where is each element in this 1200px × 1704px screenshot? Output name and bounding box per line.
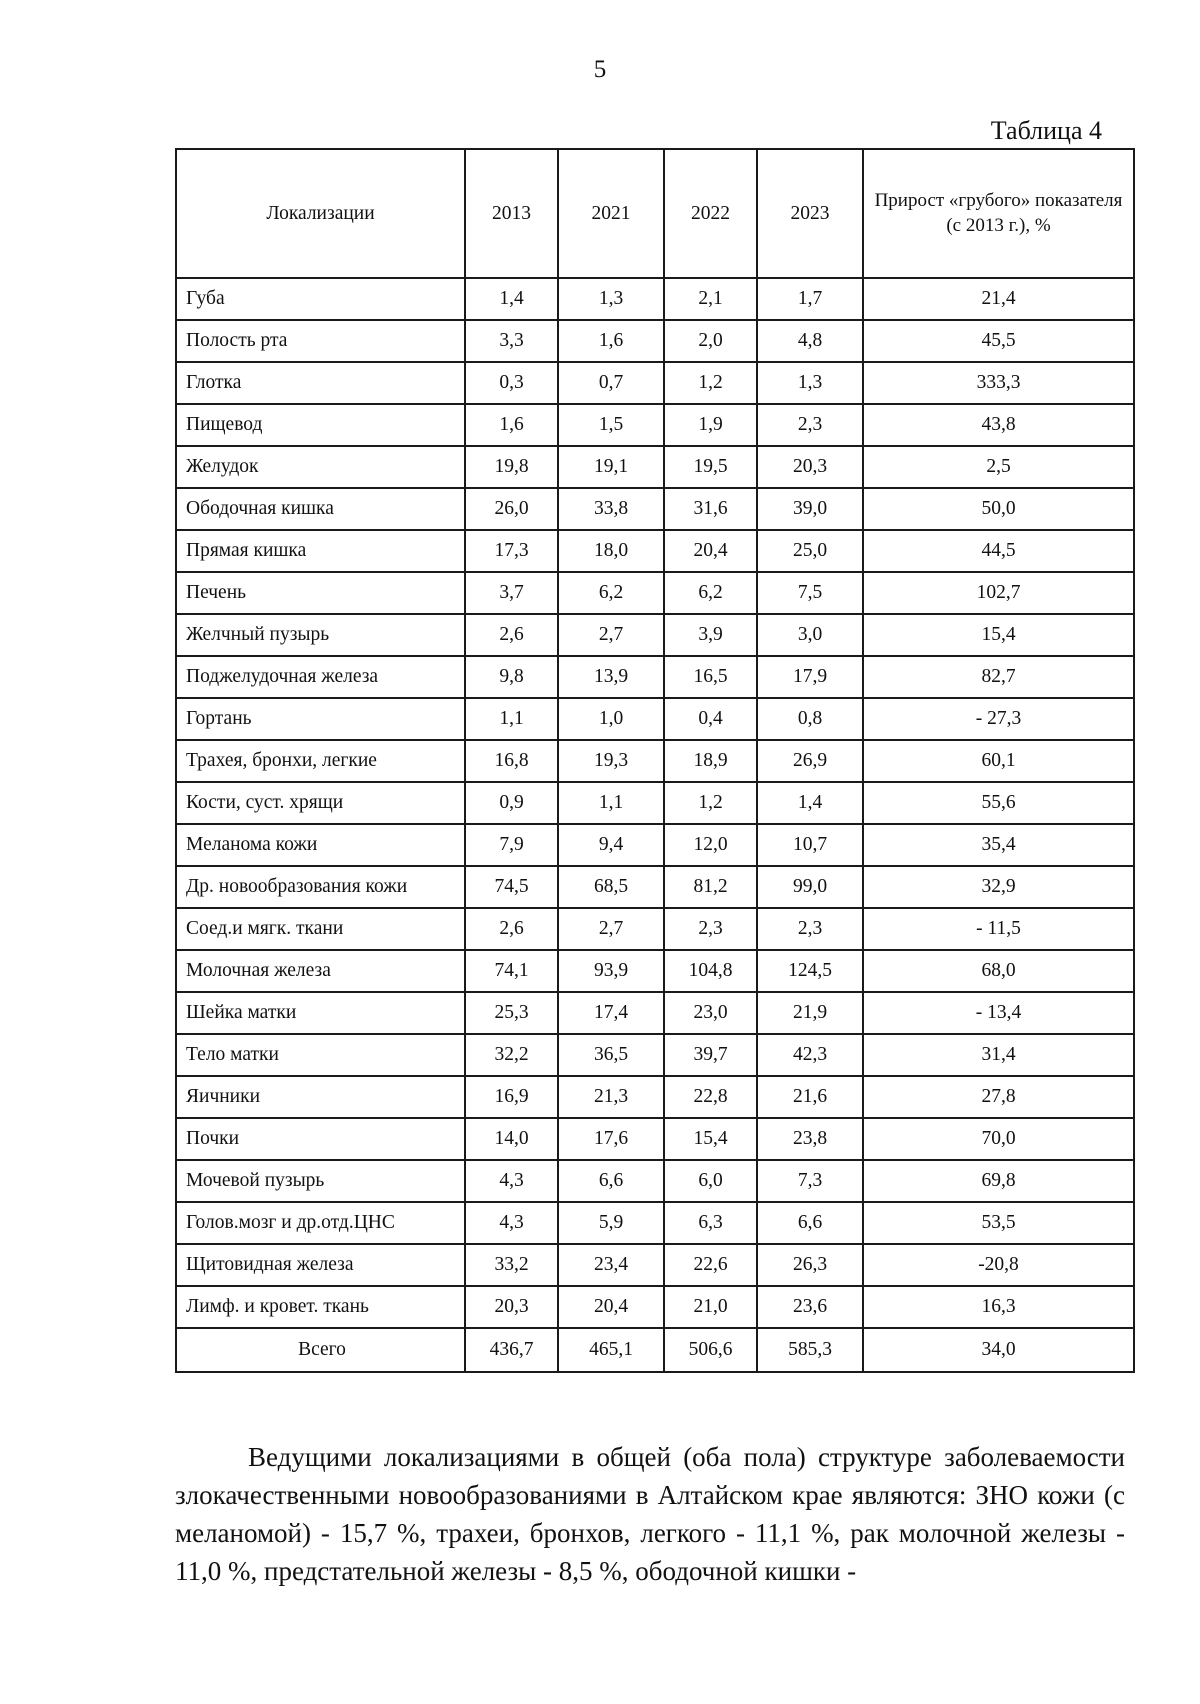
cell-growth: 16,3 <box>863 1286 1134 1328</box>
cell-growth: 68,0 <box>863 950 1134 992</box>
table-caption: Таблица 4 <box>990 116 1102 145</box>
cell-2022: 23,0 <box>664 992 757 1034</box>
cell-2023: 124,5 <box>757 950 863 992</box>
cell-2022: 20,4 <box>664 530 757 572</box>
cell-2013: 26,0 <box>465 488 558 530</box>
row-localization-name: Меланома кожи <box>176 824 465 866</box>
row-localization-name: Прямая кишка <box>176 530 465 572</box>
cell-2021: 1,6 <box>558 320 664 362</box>
row-localization-name: Гортань <box>176 698 465 740</box>
cell-2013: 25,3 <box>465 992 558 1034</box>
cell-growth: 43,8 <box>863 404 1134 446</box>
cell-growth: 44,5 <box>863 530 1134 572</box>
table-row <box>176 572 1134 614</box>
cell-2023: 7,5 <box>757 572 863 614</box>
cell-2023: 3,0 <box>757 614 863 656</box>
cell-2023: 7,3 <box>757 1160 863 1202</box>
cell-2023: 23,8 <box>757 1118 863 1160</box>
table-row <box>176 362 1134 404</box>
cell-2023: 99,0 <box>757 866 863 908</box>
cell-2022: 3,9 <box>664 614 757 656</box>
cell-2023: 4,8 <box>757 320 863 362</box>
table-row <box>176 530 1134 572</box>
row-localization-name: Молочная железа <box>176 950 465 992</box>
table-row <box>176 404 1134 446</box>
cell-2013: 17,3 <box>465 530 558 572</box>
cell-2022: 2,3 <box>664 908 757 950</box>
cell-2023: 1,7 <box>757 278 863 320</box>
cell-2013: 4,3 <box>465 1160 558 1202</box>
cell-2023: 26,9 <box>757 740 863 782</box>
cell-2021: 93,9 <box>558 950 664 992</box>
row-localization-name: Полость рта <box>176 320 465 362</box>
cell-2023: 39,0 <box>757 488 863 530</box>
cell-2013: 74,5 <box>465 866 558 908</box>
cell-2022: 6,3 <box>664 1202 757 1244</box>
cell-2021: 23,4 <box>558 1244 664 1286</box>
cell-2021: 68,5 <box>558 866 664 908</box>
row-localization-name: Всего <box>176 1328 465 1372</box>
cell-growth: 82,7 <box>863 656 1134 698</box>
cell-2013: 1,6 <box>465 404 558 446</box>
cell-2013: 9,8 <box>465 656 558 698</box>
row-localization-name: Трахея, бронхи, легкие <box>176 740 465 782</box>
cell-2022: 6,0 <box>664 1160 757 1202</box>
cell-2023: 2,3 <box>757 908 863 950</box>
row-localization-name: Печень <box>176 572 465 614</box>
cell-2021: 36,5 <box>558 1034 664 1076</box>
cell-2021: 465,1 <box>558 1328 664 1372</box>
cell-2013: 32,2 <box>465 1034 558 1076</box>
cell-2022: 81,2 <box>664 866 757 908</box>
incidence-table <box>175 148 1135 1373</box>
cell-2013: 436,7 <box>465 1328 558 1372</box>
row-localization-name: Губа <box>176 278 465 320</box>
cell-2013: 14,0 <box>465 1118 558 1160</box>
cell-2022: 12,0 <box>664 824 757 866</box>
cell-growth: - 11,5 <box>863 908 1134 950</box>
cell-growth: 60,1 <box>863 740 1134 782</box>
cell-2023: 17,9 <box>757 656 863 698</box>
cell-growth: 70,0 <box>863 1118 1134 1160</box>
header-year-2013: 2013 <box>465 149 558 278</box>
cell-2013: 3,7 <box>465 572 558 614</box>
cell-growth: - 13,4 <box>863 992 1134 1034</box>
cell-2021: 19,1 <box>558 446 664 488</box>
cell-2013: 1,1 <box>465 698 558 740</box>
cell-2023: 23,6 <box>757 1286 863 1328</box>
cell-2022: 6,2 <box>664 572 757 614</box>
cell-growth: 35,4 <box>863 824 1134 866</box>
cell-2021: 1,0 <box>558 698 664 740</box>
header-localization: Локализации <box>176 149 465 278</box>
table-body <box>176 278 1134 1372</box>
cell-2013: 4,3 <box>465 1202 558 1244</box>
table-row <box>176 1034 1134 1076</box>
cell-2021: 17,4 <box>558 992 664 1034</box>
table-row <box>176 278 1134 320</box>
header-growth: Прирост «грубого» показателя (с 2013 г.), % <box>863 149 1134 278</box>
cell-2021: 9,4 <box>558 824 664 866</box>
cell-2013: 19,8 <box>465 446 558 488</box>
row-localization-name: Глотка <box>176 362 465 404</box>
cell-2023: 21,6 <box>757 1076 863 1118</box>
row-localization-name: Желчный пузырь <box>176 614 465 656</box>
cell-2021: 19,3 <box>558 740 664 782</box>
table-row <box>176 1160 1134 1202</box>
row-localization-name: Щитовидная железа <box>176 1244 465 1286</box>
cell-2023: 20,3 <box>757 446 863 488</box>
cell-2013: 1,4 <box>465 278 558 320</box>
cell-2021: 1,5 <box>558 404 664 446</box>
table-total-row <box>176 1328 1134 1372</box>
cell-2023: 21,9 <box>757 992 863 1034</box>
row-localization-name: Почки <box>176 1118 465 1160</box>
table-row <box>176 824 1134 866</box>
cell-2022: 19,5 <box>664 446 757 488</box>
cell-2021: 17,6 <box>558 1118 664 1160</box>
cell-2021: 1,1 <box>558 782 664 824</box>
cell-2022: 18,9 <box>664 740 757 782</box>
table-row <box>176 782 1134 824</box>
cell-2021: 21,3 <box>558 1076 664 1118</box>
cell-growth: - 27,3 <box>863 698 1134 740</box>
table-header-row <box>176 149 1134 278</box>
cell-2013: 0,3 <box>465 362 558 404</box>
cell-2022: 16,5 <box>664 656 757 698</box>
cell-2013: 0,9 <box>465 782 558 824</box>
cell-2021: 1,3 <box>558 278 664 320</box>
cell-2021: 2,7 <box>558 908 664 950</box>
cell-growth: 55,6 <box>863 782 1134 824</box>
cell-2021: 6,2 <box>558 572 664 614</box>
row-localization-name: Кости, суст. хрящи <box>176 782 465 824</box>
cell-2021: 6,6 <box>558 1160 664 1202</box>
cell-2022: 2,1 <box>664 278 757 320</box>
cell-2013: 74,1 <box>465 950 558 992</box>
cell-2021: 13,9 <box>558 656 664 698</box>
cell-growth: 69,8 <box>863 1160 1134 1202</box>
header-year-2022: 2022 <box>664 149 757 278</box>
cell-2013: 16,9 <box>465 1076 558 1118</box>
cell-2023: 0,8 <box>757 698 863 740</box>
table-row <box>176 992 1134 1034</box>
cell-growth: 53,5 <box>863 1202 1134 1244</box>
cell-2022: 39,7 <box>664 1034 757 1076</box>
row-localization-name: Голов.мозг и др.отд.ЦНС <box>176 1202 465 1244</box>
cell-2021: 20,4 <box>558 1286 664 1328</box>
table-row <box>176 698 1134 740</box>
table-row <box>176 320 1134 362</box>
cell-2023: 42,3 <box>757 1034 863 1076</box>
cell-growth: 50,0 <box>863 488 1134 530</box>
table-row <box>176 1118 1134 1160</box>
body-paragraph: Ведущими локализациями в общей (оба пола) структуре заболеваемости злокачественными новообразованиями в Алтайском крае являются: ЗНО кожи (с меланомой) - 15,7 %, трахеи, бронхов, легкого - 11,1 %, рак молочной железы - 11,0 %, предстательной железы - 8,5 %, ободочной кишки - <box>175 1442 1125 1586</box>
cell-2022: 15,4 <box>664 1118 757 1160</box>
row-localization-name: Шейка матки <box>176 992 465 1034</box>
cell-2022: 22,6 <box>664 1244 757 1286</box>
table-row <box>176 1244 1134 1286</box>
table-row <box>176 1076 1134 1118</box>
row-localization-name: Пищевод <box>176 404 465 446</box>
cell-2021: 5,9 <box>558 1202 664 1244</box>
table-row <box>176 614 1134 656</box>
table-row <box>176 950 1134 992</box>
cell-2022: 104,8 <box>664 950 757 992</box>
cell-2021: 0,7 <box>558 362 664 404</box>
cell-2022: 21,0 <box>664 1286 757 1328</box>
cell-2013: 20,3 <box>465 1286 558 1328</box>
cell-2022: 1,9 <box>664 404 757 446</box>
cell-growth: 34,0 <box>863 1328 1134 1372</box>
cell-growth: 31,4 <box>863 1034 1134 1076</box>
cell-2023: 6,6 <box>757 1202 863 1244</box>
row-localization-name: Ободочная кишка <box>176 488 465 530</box>
cell-2023: 26,3 <box>757 1244 863 1286</box>
cell-growth: 21,4 <box>863 278 1134 320</box>
cell-growth: -20,8 <box>863 1244 1134 1286</box>
cell-2023: 2,3 <box>757 404 863 446</box>
table-row <box>176 1202 1134 1244</box>
cell-2013: 7,9 <box>465 824 558 866</box>
cell-2013: 16,8 <box>465 740 558 782</box>
cell-2022: 506,6 <box>664 1328 757 1372</box>
cell-growth: 102,7 <box>863 572 1134 614</box>
cell-growth: 27,8 <box>863 1076 1134 1118</box>
cell-2022: 22,8 <box>664 1076 757 1118</box>
cell-2021: 33,8 <box>558 488 664 530</box>
cell-2022: 1,2 <box>664 782 757 824</box>
cell-2022: 31,6 <box>664 488 757 530</box>
cell-2023: 25,0 <box>757 530 863 572</box>
cell-2013: 3,3 <box>465 320 558 362</box>
cell-2023: 1,4 <box>757 782 863 824</box>
page-number: 5 <box>593 56 607 83</box>
cell-2021: 2,7 <box>558 614 664 656</box>
row-localization-name: Поджелудочная железа <box>176 656 465 698</box>
table-row <box>176 656 1134 698</box>
table-row <box>176 1286 1134 1328</box>
cell-2023: 585,3 <box>757 1328 863 1372</box>
cell-2013: 2,6 <box>465 614 558 656</box>
cell-2013: 2,6 <box>465 908 558 950</box>
cell-2022: 2,0 <box>664 320 757 362</box>
row-localization-name: Др. новообразования кожи <box>176 866 465 908</box>
cell-2023: 1,3 <box>757 362 863 404</box>
cell-growth: 15,4 <box>863 614 1134 656</box>
header-year-2023: 2023 <box>757 149 863 278</box>
cell-2021: 18,0 <box>558 530 664 572</box>
row-localization-name: Мочевой пузырь <box>176 1160 465 1202</box>
cell-growth: 32,9 <box>863 866 1134 908</box>
row-localization-name: Тело матки <box>176 1034 465 1076</box>
header-year-2021: 2021 <box>558 149 664 278</box>
row-localization-name: Желудок <box>176 446 465 488</box>
cell-2023: 10,7 <box>757 824 863 866</box>
table-row <box>176 740 1134 782</box>
row-localization-name: Яичники <box>176 1076 465 1118</box>
table-row <box>176 866 1134 908</box>
cell-growth: 2,5 <box>863 446 1134 488</box>
cell-growth: 333,3 <box>863 362 1134 404</box>
row-localization-name: Лимф. и кровет. ткань <box>176 1286 465 1328</box>
cell-2022: 0,4 <box>664 698 757 740</box>
cell-2013: 33,2 <box>465 1244 558 1286</box>
cell-growth: 45,5 <box>863 320 1134 362</box>
row-localization-name: Соед.и мягк. ткани <box>176 908 465 950</box>
table-row <box>176 446 1134 488</box>
table-row <box>176 908 1134 950</box>
cell-2022: 1,2 <box>664 362 757 404</box>
table-row <box>176 488 1134 530</box>
